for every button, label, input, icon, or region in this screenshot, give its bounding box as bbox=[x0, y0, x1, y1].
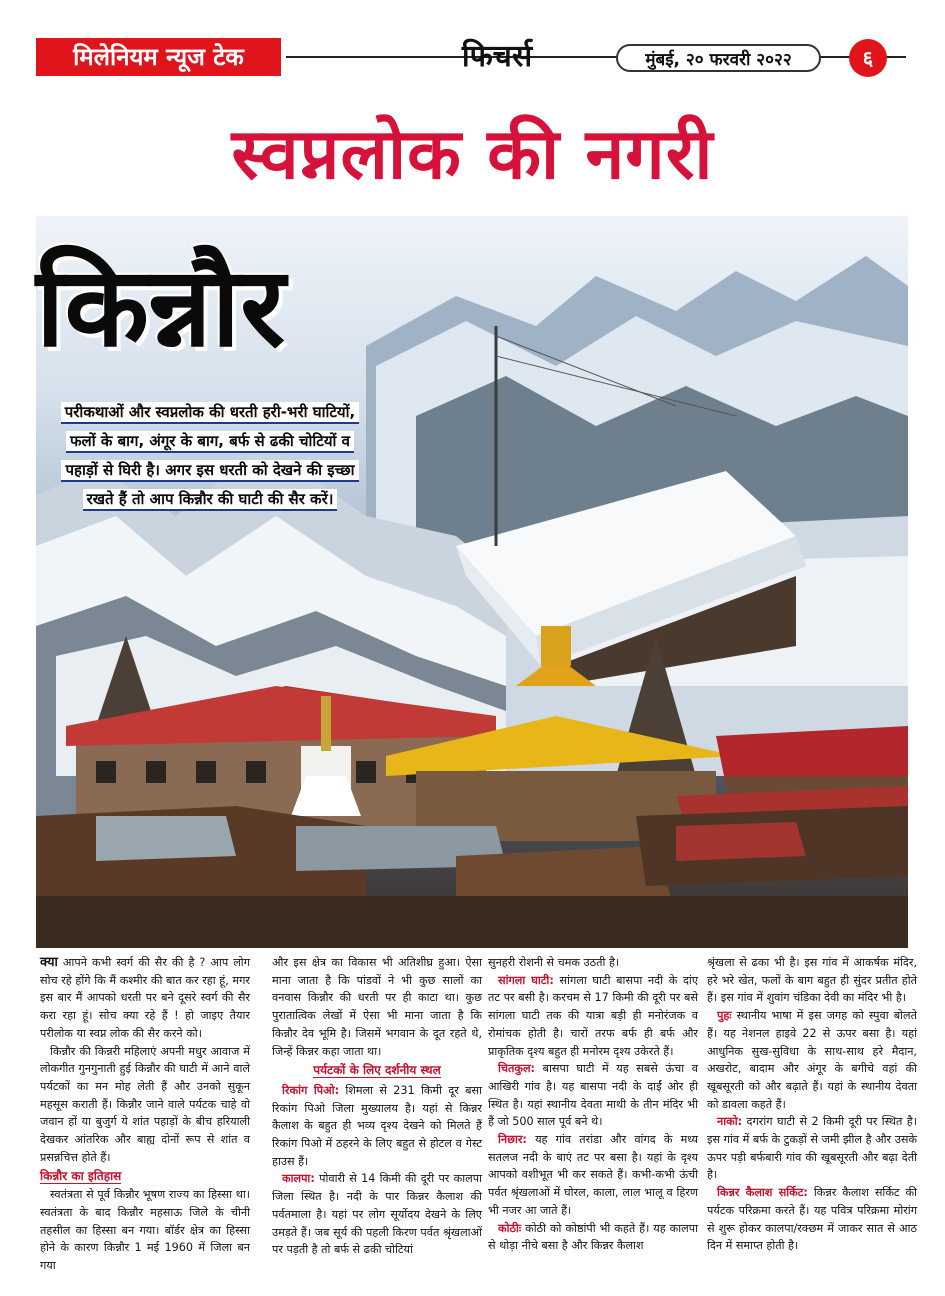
paragraph: स्वतंत्रता से पूर्व किन्नौर भूषण राज्य का हिस्सा था। स्वतंत्रता के बाद किन्नौर महसाऊ जिले के चीनी तहसील का हिस्सा बन गया। बॉर्डर क्षेत्र का हिस्सा होने के कारण किन्नौर 1 मई 1960 में जिला बन गया bbox=[40, 1188, 250, 1272]
column-1 bbox=[40, 954, 250, 1275]
subheading-places bbox=[272, 1062, 482, 1080]
lead-word: क्या bbox=[40, 955, 58, 970]
intro-line: रखते हैं तो आप किन्नौर की घाटी की सैर करें। bbox=[83, 489, 338, 511]
masthead bbox=[36, 36, 908, 80]
paragraph bbox=[488, 1220, 698, 1255]
paragraph bbox=[488, 972, 698, 1061]
paragraph-text: स्थानीय भाषा में इस जगह को स्पुवा बोलते हैं। यह नेशनल हाइवे 22 से ऊपर बसा है। यहां आधुनिक सुख-सुविधा के साथ-साथ हरे मैदान, अखरोट, बादाम और अंगूर के बगीचे वहां की खूबसूरती को और बढ़ाते हैं। यहां के स्थानीय देवता को डावला कहते हैं। bbox=[707, 1009, 917, 1111]
paragraph bbox=[40, 954, 250, 1043]
paragraph bbox=[272, 1082, 482, 1171]
dateline: मुंबई, २० फरवरी २०२२ bbox=[616, 44, 821, 72]
paragraph: और इस क्षेत्र का विकास भी अतिशीघ्र हुआ। ऐसा माना जाता है कि पांडवों ने भी कुछ सालों का वनवास किन्नौर की धरती पर ही काटा था। कुछ पुरातात्विक लेखों में ऐसा भी माना जाता है कि किन्नौर देव भूमि है। जिसमें भगवान के दूत रहते थे, जिन्हें किन्नर कहा जाता था। bbox=[272, 956, 482, 1058]
place-title: किन्नौर bbox=[36, 242, 286, 371]
intro-standfirst bbox=[40, 398, 380, 514]
subheading-text: पर्यटकों के लिए दर्शनीय स्थल bbox=[313, 1063, 441, 1078]
intro-line: फलों के बाग, अंगूर के बाग, बर्फ से ढकी चोटियों व bbox=[66, 431, 354, 453]
main-headline: स्वप्नलोक की नगरी bbox=[231, 112, 714, 195]
paragraph-text: शिमला से 231 किमी दूर बसा रिकांग पिओ जिला मुख्यालय है। यहां से किन्नर कैलाश के बहुत ही भव्य दृश्य देखने को मिलते हैं रिकांग पिओ में ठहरने के लिए बहुत से होटल व गेस्ट हाउस हैं। bbox=[272, 1083, 483, 1168]
paragraph-text: कोठी को कोष्ठांपी भी कहते हैं। यह कालपा से थोड़ा नीचे बसा है और किन्नर कैलाश bbox=[488, 1221, 698, 1253]
place-tag: सांगला घाटी: bbox=[498, 973, 554, 987]
paragraph bbox=[707, 1113, 917, 1184]
intro-line: परीकथाओं और स्वप्नलोक की धरती हरी-भरी घाटियों, bbox=[61, 402, 359, 424]
column-2 bbox=[272, 954, 482, 1259]
paragraph-text: यह गांव तरांडा और वांगद के मध्य सतलज नदी के बाएं तट पर बसा है। यहां के दृश्य आपको वशीभूत भी कर सकते हैं। कभी-कभी ऊंची पर्वत श्रृंखलाओं में घोरल, काला, लाल भालू व हिरण भी नजर आ जाते हैं। bbox=[488, 1133, 698, 1217]
paragraph-text: आपने कभी स्वर्ग की सैर की है ? आप लोग सोच रहे होंगे कि मैं कश्मीर की बात कर रहा हूं, मगर इस बार मैं आपको धरती पर बने दूसरे स्वर्ग की सैर करा रहा हूं। सोच क्या रहे हैं ! हो जाइए तैयार परीलोक या स्वप्न लोक की सैर करने को। bbox=[40, 956, 250, 1040]
paragraph bbox=[488, 1131, 698, 1220]
paragraph: सुनहरी रोशनी से चमक उठती है। bbox=[488, 956, 620, 969]
paragraph bbox=[272, 1170, 482, 1259]
place-tag: कालपा: bbox=[282, 1172, 315, 1186]
paragraph: श्रृंखला से ढका भी है। इस गांव में आकर्षक मंदिर, हरे भरे खेत, फलों के बाग बहुत ही सुंदर प्रतीत होते हैं। इस गांव में शुवांग चंडिका देवी का मंदिर भी है। bbox=[707, 956, 917, 1005]
section-title: फिचर्स bbox=[461, 39, 533, 74]
place-tag: नाको: bbox=[717, 1115, 743, 1129]
paragraph-text: किन्नर कैलाश सर्किट की पर्यटक परिक्रमा करते हैं। यह पवित्र परिक्रमा मोरांग से शुरू होकर कालपा/रक्छम में जाकर सात से आठ दिन में समाप्त होती है। bbox=[707, 1186, 917, 1253]
place-tag: किन्नर कैलाश सर्किट: bbox=[717, 1186, 808, 1200]
paragraph-text: दगरांग घाटी से 2 किमी दूरी पर स्थित है। इस गांव में बर्फ के टुकड़ों से जमी झील है और उसके ऊपर पड़ी बर्फबारी गांव की खूबसूरती और बढ़ा देती है। bbox=[707, 1115, 917, 1182]
column-4 bbox=[707, 954, 917, 1255]
subheading-text: किन्नौर का इतिहास bbox=[40, 1169, 122, 1184]
intro-line: पहाड़ों से घिरी है। अगर इस धरती को देखने की इच्छा bbox=[61, 460, 358, 482]
page-number: ६ bbox=[849, 39, 887, 77]
column-3 bbox=[488, 954, 698, 1255]
subheading-history bbox=[40, 1168, 250, 1186]
paragraph bbox=[707, 1184, 917, 1255]
paragraph-text: सांगला घाटी बासपा नदी के दांए तट पर बसी है। करचम से 17 किमी की दूरी पर बसे सांगला घाटी तक की यात्रा बड़ी ही मनोरंजक व रोमांचक होती है। चारों तरफ बर्फ ही बर्फ और प्राकृतिक दृश्य बहुत ही मनोरम दृश्य उकेरते हैं। bbox=[488, 973, 699, 1058]
paragraph: किन्नौर की किन्नरी महिलाएं अपनी मधुर आवाज में लोकगीत गुनगुनाती हुई किन्नौर की घाटी में आने वाले पर्यटकों का मन मोह लेती हैं और उनको सुकून महसूस कराती हैं। किन्नौर जाने वाले पर्यटक चाहे वो जवान हों या बुजुर्ग ये शांत पहाड़ों के बीच हरियाली देखकर आंतरिक और बाह्य दोनों रूप से शांत व प्रसन्नचित्त होते हैं। bbox=[40, 1044, 250, 1164]
place-tag: चितकुल: bbox=[498, 1062, 536, 1076]
place-tag: निछार: bbox=[498, 1133, 527, 1147]
newspaper-brand: मिलेनियम न्यूज टेक bbox=[36, 38, 281, 76]
paragraph-text: पोवारी से 14 किमी की दूरी पर कालपा जिला स्थित है। नदी के पार किन्नर कैलाश की पर्वतमाला है। यहां पर लोग सूर्योदय देखने के लिए उमड़ते हैं। जब सूर्य की पहली किरण पर्वत श्रृंखलाओं पर पड़ती है तो बर्फ से ढकी चोटियां bbox=[272, 1172, 482, 1257]
paragraph-text: बासपा घाटी में यह सबसे ऊंचा व आखिरी गांव है। यह बासपा नदी के दाईं ओर ही स्थित है। यहां स्थानीय देवता माथी के तीन मंदिर भी हैं जो 500 साल पूर्व बने थे। bbox=[488, 1062, 698, 1129]
place-tag: कोठीः bbox=[498, 1221, 522, 1235]
paragraph bbox=[488, 1060, 698, 1131]
place-tag: रिकांग पिओ: bbox=[282, 1083, 340, 1097]
place-tag: पुहः bbox=[717, 1009, 732, 1023]
paragraph bbox=[707, 1007, 917, 1113]
